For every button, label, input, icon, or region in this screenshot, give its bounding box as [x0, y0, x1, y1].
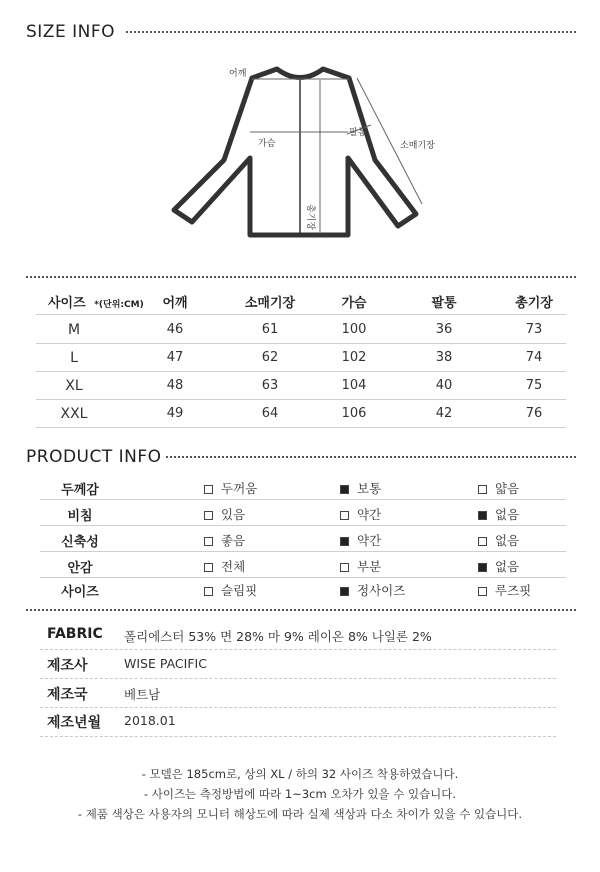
value-cell: 61	[261, 322, 279, 337]
value-cell: 48	[166, 378, 184, 393]
value-cell: 100	[341, 322, 367, 337]
size-info-title: SIZE INFO	[26, 22, 115, 42]
country-label: 제조국	[47, 687, 88, 703]
option-thin	[478, 479, 519, 497]
option-regular	[340, 581, 405, 599]
col-header-chest: 가슴	[341, 296, 367, 311]
manufacturer-value: WISE PACIFIC	[124, 656, 207, 671]
checkbox-checked-icon	[478, 511, 487, 520]
option-label: 없음	[495, 559, 520, 574]
product-divider	[40, 499, 566, 500]
option-label: 없음	[495, 533, 520, 548]
value-cell: 46	[166, 322, 184, 337]
checkbox-checked-icon	[340, 485, 349, 494]
col-header-sleeve: 소매기장	[244, 296, 296, 311]
fabric-divider	[40, 707, 556, 708]
table-divider	[36, 399, 566, 400]
option-medium	[340, 479, 381, 497]
option-label: 루즈핏	[495, 583, 532, 598]
value-cell: 76	[525, 406, 543, 421]
checkbox-icon	[204, 537, 213, 546]
jacket-outline	[174, 69, 416, 235]
note-color: - 제품 색상은 사용자의 모니터 해상도에 따라 실제 색상과 다소 차이가 있을 수 있습니다.	[77, 807, 523, 821]
option-slight	[340, 531, 381, 549]
size-table-header-size	[48, 292, 144, 311]
table-divider	[36, 427, 566, 428]
checkbox-icon	[340, 511, 349, 520]
col-header-total-length: 총기장	[515, 296, 553, 311]
checkbox-icon	[204, 485, 213, 494]
value-cell: 74	[525, 350, 543, 365]
note-model: - 모델은 185cm로, 상의 XL / 하의 32 사이즈 착용하였습니다.	[141, 767, 459, 781]
date-value: 2018.01	[124, 713, 176, 728]
checkbox-checked-icon	[478, 563, 487, 572]
option-label: 있음	[221, 507, 246, 522]
option-label: 보통	[357, 481, 382, 496]
option-label: 전체	[221, 559, 246, 574]
product-row-label: 비침	[67, 509, 93, 524]
checkbox-icon	[204, 511, 213, 520]
size-cell: L	[70, 350, 78, 366]
option-label: 정사이즈	[357, 583, 406, 598]
option-label: 얇음	[495, 481, 520, 496]
product-row-label: 신축성	[61, 535, 99, 550]
fabric-divider	[40, 678, 556, 679]
checkbox-icon	[204, 563, 213, 572]
size-info-dotted-rule	[126, 31, 576, 33]
size-header-text: 사이즈	[48, 296, 86, 311]
total-length-label: 총기장	[305, 204, 315, 231]
value-cell: 104	[341, 378, 367, 393]
option-label: 없음	[495, 507, 520, 522]
option-full	[204, 557, 245, 575]
checkbox-checked-icon	[340, 537, 349, 546]
value-cell: 49	[166, 406, 184, 421]
col-header-shoulder: 어깨	[162, 296, 188, 311]
checkbox-checked-icon	[340, 587, 349, 596]
table-divider	[36, 343, 566, 344]
manufacturer-label: 제조사	[47, 658, 88, 674]
value-cell: 42	[435, 406, 453, 421]
fabric-value: 폴리에스터 53% 면 28% 마 9% 레이온 8% 나일론 2%	[124, 629, 432, 644]
option-none	[478, 531, 519, 549]
product-divider	[40, 525, 566, 526]
product-row-label: 안감	[67, 561, 93, 576]
checkbox-icon	[340, 563, 349, 572]
product-row-label: 두께감	[61, 483, 99, 498]
value-cell: 36	[435, 322, 453, 337]
product-row-label: 사이즈	[61, 585, 99, 600]
option-thick	[204, 479, 257, 497]
col-header-arm-width: 팔통	[431, 296, 457, 311]
value-cell: 47	[166, 350, 184, 365]
fabric-dotted-rule	[26, 609, 576, 611]
date-label: 제조년월	[47, 715, 102, 731]
option-label: 좋음	[221, 533, 246, 548]
option-slight	[340, 505, 381, 523]
option-label: 약간	[357, 533, 382, 548]
arm-width-label: 팔통	[349, 128, 367, 138]
option-partial	[340, 557, 381, 575]
product-info-title: PRODUCT INFO	[26, 447, 162, 467]
value-cell: 63	[261, 378, 279, 393]
product-info-dotted-rule	[166, 456, 576, 458]
size-table-top-rule	[26, 276, 576, 278]
value-cell: 38	[435, 350, 453, 365]
product-divider	[40, 577, 566, 578]
value-cell: 64	[261, 406, 279, 421]
value-cell: 73	[525, 322, 543, 337]
option-slim	[204, 581, 257, 599]
option-label: 슬림핏	[221, 583, 258, 598]
size-cell: XXL	[60, 406, 88, 422]
checkbox-icon	[478, 587, 487, 596]
value-cell: 62	[261, 350, 279, 365]
fabric-divider	[40, 649, 556, 650]
note-measurement: - 사이즈는 측정방법에 따라 1~3cm 오차가 있을 수 있습니다.	[143, 787, 457, 801]
table-divider	[36, 314, 566, 315]
value-cell: 106	[341, 406, 367, 421]
value-cell: 102	[341, 350, 367, 365]
unit-note: *(단위:CM)	[94, 300, 144, 310]
option-loose	[478, 581, 531, 599]
size-cell: XL	[65, 378, 83, 394]
shoulder-label: 어깨	[229, 69, 247, 79]
option-label: 약간	[357, 507, 382, 522]
sleeve-length-label: 소매기장	[400, 141, 435, 151]
option-label: 부분	[357, 559, 382, 574]
country-value: 베트남	[124, 687, 161, 702]
checkbox-icon	[478, 485, 487, 494]
option-good	[204, 531, 245, 549]
value-cell: 40	[435, 378, 453, 393]
size-cell: M	[67, 322, 81, 338]
chest-label: 가슴	[258, 139, 276, 149]
product-divider	[40, 551, 566, 552]
checkbox-icon	[204, 587, 213, 596]
option-yes	[204, 505, 245, 523]
option-none	[478, 505, 519, 523]
option-label: 두꺼움	[221, 481, 258, 496]
value-cell: 75	[525, 378, 543, 393]
fabric-label: FABRIC	[47, 626, 103, 642]
table-divider	[36, 371, 566, 372]
checkbox-icon	[478, 537, 487, 546]
option-none	[478, 557, 519, 575]
fabric-divider	[40, 736, 556, 737]
